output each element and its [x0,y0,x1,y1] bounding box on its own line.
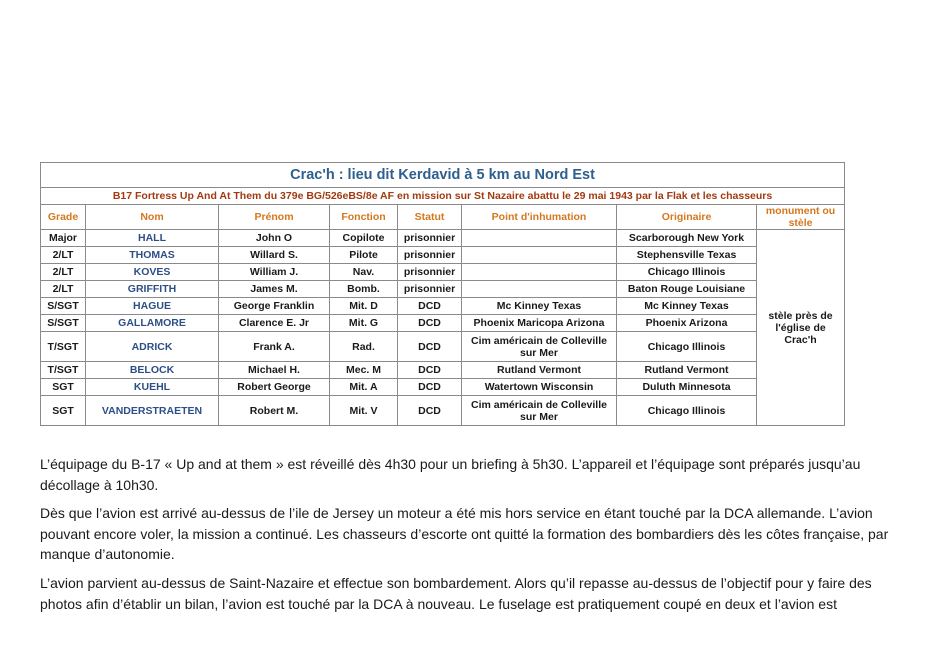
cell-grade: SGT [41,379,86,396]
cell-nom: HALL [86,230,219,247]
cell-prenom: James M. [219,281,330,298]
cell-monument: stèle près de l'église de Crac'h [757,230,845,426]
cell-statut: DCD [398,298,462,315]
header-prenom: Prénom [219,205,330,230]
cell-originaire: Duluth Minnesota [617,379,757,396]
cell-originaire: Mc Kinney Texas [617,298,757,315]
cell-inhumation: Cim américain de Colleville sur Mer [462,396,617,426]
cell-originaire: Scarborough New York [617,230,757,247]
paragraph-1: L’équipage du B-17 « Up and at them » est réveillé dès 4h30 pour un briefing à 5h30. L’appareil et l’équipage sont préparés jusqu’au décollage à 10h30. [40,456,861,493]
cell-inhumation [462,230,617,247]
cell-nom: VANDERSTRAETEN [86,396,219,426]
table-row [41,298,845,315]
header-grade: Grade [41,205,86,230]
table-row [41,281,845,298]
cell-statut: prisonnier [398,247,462,264]
header-statut: Statut [398,205,462,230]
cell-nom: KOVES [86,264,219,281]
cell-statut: DCD [398,315,462,332]
cell-nom: GALLAMORE [86,315,219,332]
cell-statut: prisonnier [398,264,462,281]
cell-originaire: Chicago Illinois [617,332,757,362]
cell-fonction: Mit. V [330,396,398,426]
cell-inhumation [462,247,617,264]
header-originaire: Originaire [617,205,757,230]
cell-grade: 2/LT [41,247,86,264]
cell-nom: ADRICK [86,332,219,362]
cell-prenom: Robert M. [219,396,330,426]
cell-grade: 2/LT [41,264,86,281]
cell-inhumation: Cim américain de Colleville sur Mer [462,332,617,362]
cell-originaire: Stephensville Texas [617,247,757,264]
cell-originaire: Chicago Illinois [617,264,757,281]
table-row [41,362,845,379]
cell-grade: T/SGT [41,332,86,362]
crew-table [40,162,845,426]
cell-fonction: Mit. D [330,298,398,315]
cell-originaire: Phoenix Arizona [617,315,757,332]
cell-statut: DCD [398,396,462,426]
table-row [41,264,845,281]
cell-prenom: George Franklin [219,298,330,315]
cell-inhumation: Rutland Vermont [462,362,617,379]
cell-inhumation: Watertown Wisconsin [462,379,617,396]
header-inhumation: Point d'inhumation [462,205,617,230]
cell-nom: BELOCK [86,362,219,379]
paragraph-2: Dès que l’avion est arrivé au-dessus de l’ile de Jersey un moteur a été mis hors service en étant touché par la DCA allemande. L’avion pouvant encore voler, la mission a continué. Les chasseurs d’escorte ont quitté la formation des bombardiers dès les côtes française, par manque d’autonomie. [40,505,889,562]
cell-inhumation [462,281,617,298]
cell-fonction: Bomb. [330,281,398,298]
table-row [41,396,845,426]
cell-originaire: Chicago Illinois [617,396,757,426]
table-header-row [41,205,845,230]
cell-prenom: Frank A. [219,332,330,362]
cell-originaire: Baton Rouge Louisiane [617,281,757,298]
table-title: Crac'h : lieu dit Kerdavid à 5 km au Nord Est [41,163,845,188]
cell-fonction: Mit. A [330,379,398,396]
cell-inhumation: Phoenix Maricopa Arizona [462,315,617,332]
table-row [41,247,845,264]
cell-fonction: Rad. [330,332,398,362]
cell-statut: prisonnier [398,230,462,247]
paragraph-3: L’avion parvient au-dessus de Saint-Nazaire et effectue son bombardement. Alors qu’il repasse au-dessus de l’objectif pour y faire des photos afin d’établir un bilan, l’avion est touché par la DCA à nouveau. Le fuselage est pratiquement coupé en deux et l’avion est [40,575,872,612]
cell-prenom: Michael H. [219,362,330,379]
cell-statut: DCD [398,332,462,362]
cell-fonction: Mit. G [330,315,398,332]
header-monument: monument ou stèle [757,205,845,230]
cell-nom: THOMAS [86,247,219,264]
cell-grade: T/SGT [41,362,86,379]
cell-nom: GRIFFITH [86,281,219,298]
cell-originaire: Rutland Vermont [617,362,757,379]
cell-prenom: William J. [219,264,330,281]
header-fonction: Fonction [330,205,398,230]
cell-grade: S/SGT [41,298,86,315]
table-row [41,332,845,362]
cell-nom: HAGUE [86,298,219,315]
cell-fonction: Pilote [330,247,398,264]
cell-prenom: Clarence E. Jr [219,315,330,332]
cell-fonction: Mec. M [330,362,398,379]
cell-statut: DCD [398,362,462,379]
cell-prenom: Willard S. [219,247,330,264]
cell-grade: S/SGT [41,315,86,332]
cell-grade: 2/LT [41,281,86,298]
cell-grade: Major [41,230,86,247]
cell-statut: prisonnier [398,281,462,298]
cell-inhumation: Mc Kinney Texas [462,298,617,315]
table-subtitle: B17 Fortress Up And At Them du 379e BG/526eBS/8e AF en mission sur St Nazaire abattu le 29 mai 1943 par la Flak et les chasseurs [41,188,845,205]
cell-fonction: Copilote [330,230,398,247]
header-nom: Nom [86,205,219,230]
table-row [41,379,845,396]
cell-nom: KUEHL [86,379,219,396]
cell-grade: SGT [41,396,86,426]
table-row [41,315,845,332]
cell-prenom: Robert George [219,379,330,396]
cell-inhumation [462,264,617,281]
cell-prenom: John O [219,230,330,247]
cell-statut: DCD [398,379,462,396]
table-row [41,230,845,247]
cell-fonction: Nav. [330,264,398,281]
